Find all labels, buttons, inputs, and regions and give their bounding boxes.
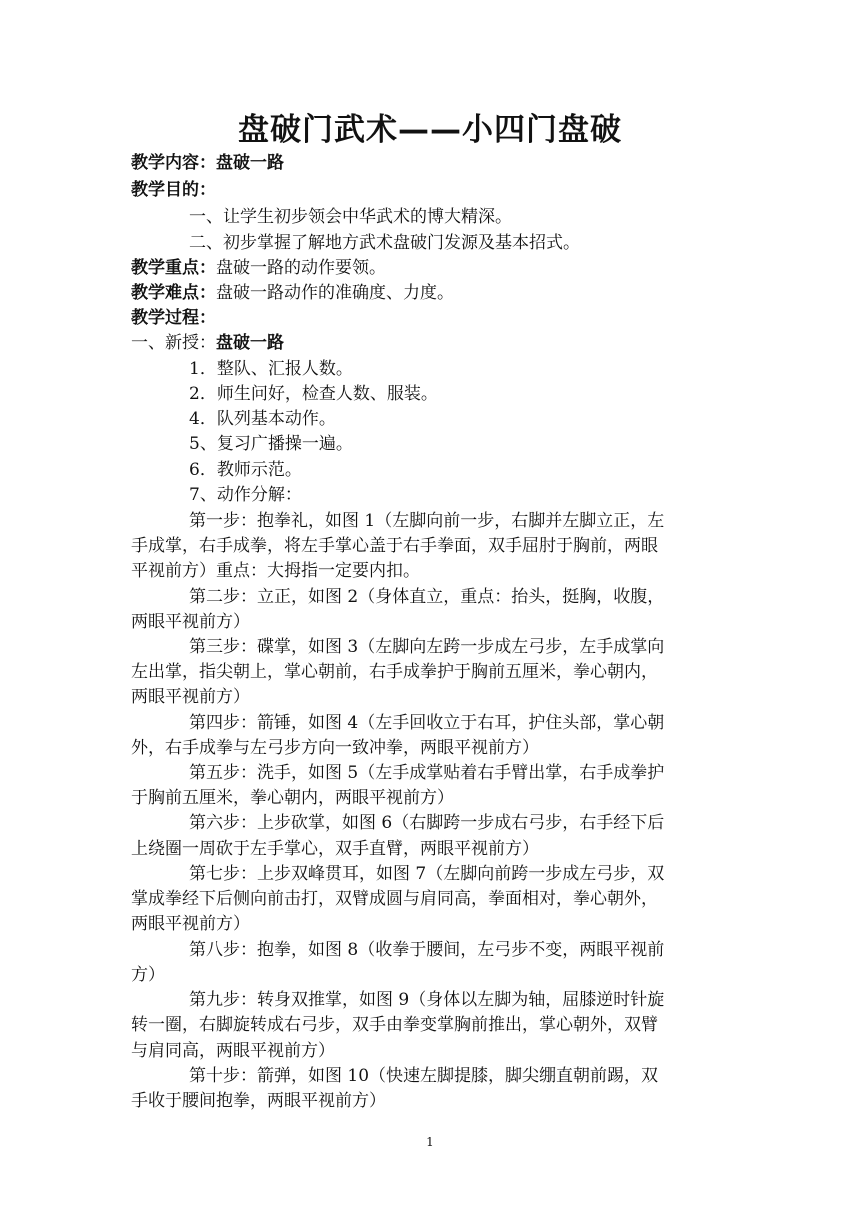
move-line: 第八步：抱拳，如图 8（收拳于腰间，左弓步不变，两眼平视前	[189, 940, 665, 960]
process-label: 教学过程：	[131, 308, 216, 328]
move-line: 第三步：碟掌，如图 3（左脚向左跨一步成左弓步，左手成掌向	[189, 637, 665, 657]
step-item: 4．队列基本动作。	[189, 409, 336, 429]
step-item: 7、动作分解：	[189, 485, 302, 505]
content-value: 盘破一路	[216, 153, 284, 173]
move-line: 两眼平视前方）	[131, 914, 250, 934]
move-line: 第九步：转身双推掌，如图 9（身体以左脚为轴，屈膝逆时针旋	[189, 990, 665, 1010]
difficulty-label: 教学难点：	[131, 283, 216, 303]
move-line: 掌成拳经下后侧向前击打，双臂成圆与肩同高，拳面相对，拳心朝外，	[131, 889, 658, 909]
page-number: 1	[426, 1135, 434, 1149]
difficulty-value: 盘破一路动作的准确度、力度。	[216, 283, 454, 303]
move-line: 转一圈，右脚旋转成右弓步，双手由拳变掌胸前推出，掌心朝外，双臂	[131, 1015, 658, 1035]
key-point-label: 教学重点：	[131, 258, 216, 278]
step-item: 1．整队、汇报人数。	[189, 359, 353, 379]
move-line: 与肩同高，两眼平视前方）	[131, 1041, 335, 1061]
difficulty-line	[131, 278, 454, 303]
move-line: 两眼平视前方）	[131, 612, 250, 632]
key-point-value: 盘破一路的动作要领。	[216, 258, 386, 278]
purpose-item: 一、让学生初步领会中华武术的博大精深。	[189, 207, 512, 227]
content-label: 教学内容：	[131, 153, 216, 173]
step-item: 5、复习广播操一遍。	[189, 434, 353, 454]
move-line: 方）	[131, 965, 165, 985]
move-line: 两眼平视前方）	[131, 687, 250, 707]
move-line: 于胸前五厘米，拳心朝内，两眼平视前方）	[131, 788, 454, 808]
move-line: 第六步：上步砍掌，如图 6（右脚跨一步成右弓步，右手经下后	[189, 813, 665, 833]
content-line	[131, 148, 284, 173]
move-line: 手收于腰间抱拳，两眼平视前方）	[131, 1091, 386, 1111]
move-line: 第十步：箭弹，如图 10（快速左脚提膝，脚尖绷直朝前踢，双	[189, 1066, 659, 1086]
move-line: 左出掌，指尖朝上，掌心朝前，右手成拳护于胸前五厘米，拳心朝内，	[131, 662, 658, 682]
new-lesson-prefix: 一、新授：	[131, 333, 216, 353]
move-line: 第一步：抱拳礼，如图 1（左脚向前一步，右脚并左脚立正，左	[189, 511, 665, 531]
new-lesson-line	[131, 328, 284, 353]
page-title: 盘破门武术——小四门盘破	[238, 112, 622, 148]
move-line: 第四步：箭锤，如图 4（左手回收立于右耳，护住头部，掌心朝	[189, 713, 665, 733]
key-point-line	[131, 253, 386, 278]
purpose-label: 教学目的：	[131, 180, 216, 200]
move-line: 上绕圈一周砍于左手掌心，双手直臂，两眼平视前方）	[131, 839, 539, 859]
step-item: 2．师生问好，检查人数、服装。	[189, 384, 438, 404]
move-line: 第五步：洗手，如图 5（左手成掌贴着右手臂出掌，右手成拳护	[189, 763, 665, 783]
move-line: 第二步：立正，如图 2（身体直立，重点：抬头，挺胸，收腹，	[189, 587, 665, 607]
move-line: 平视前方）重点：大拇指一定要内扣。	[131, 561, 420, 581]
move-line: 外，右手成拳与左弓步方向一致冲拳，两眼平视前方）	[131, 738, 539, 758]
move-line: 手成掌，右手成拳，将左手掌心盖于右手拳面，双手屈肘于胸前，两眼	[131, 536, 658, 556]
step-item: 6．教师示范。	[189, 460, 302, 480]
move-line: 第七步：上步双峰贯耳，如图 7（左脚向前跨一步成左弓步，双	[189, 864, 665, 884]
new-lesson-title: 盘破一路	[216, 333, 284, 353]
purpose-item: 二、初步掌握了解地方武术盘破门发源及基本招式。	[189, 233, 580, 253]
